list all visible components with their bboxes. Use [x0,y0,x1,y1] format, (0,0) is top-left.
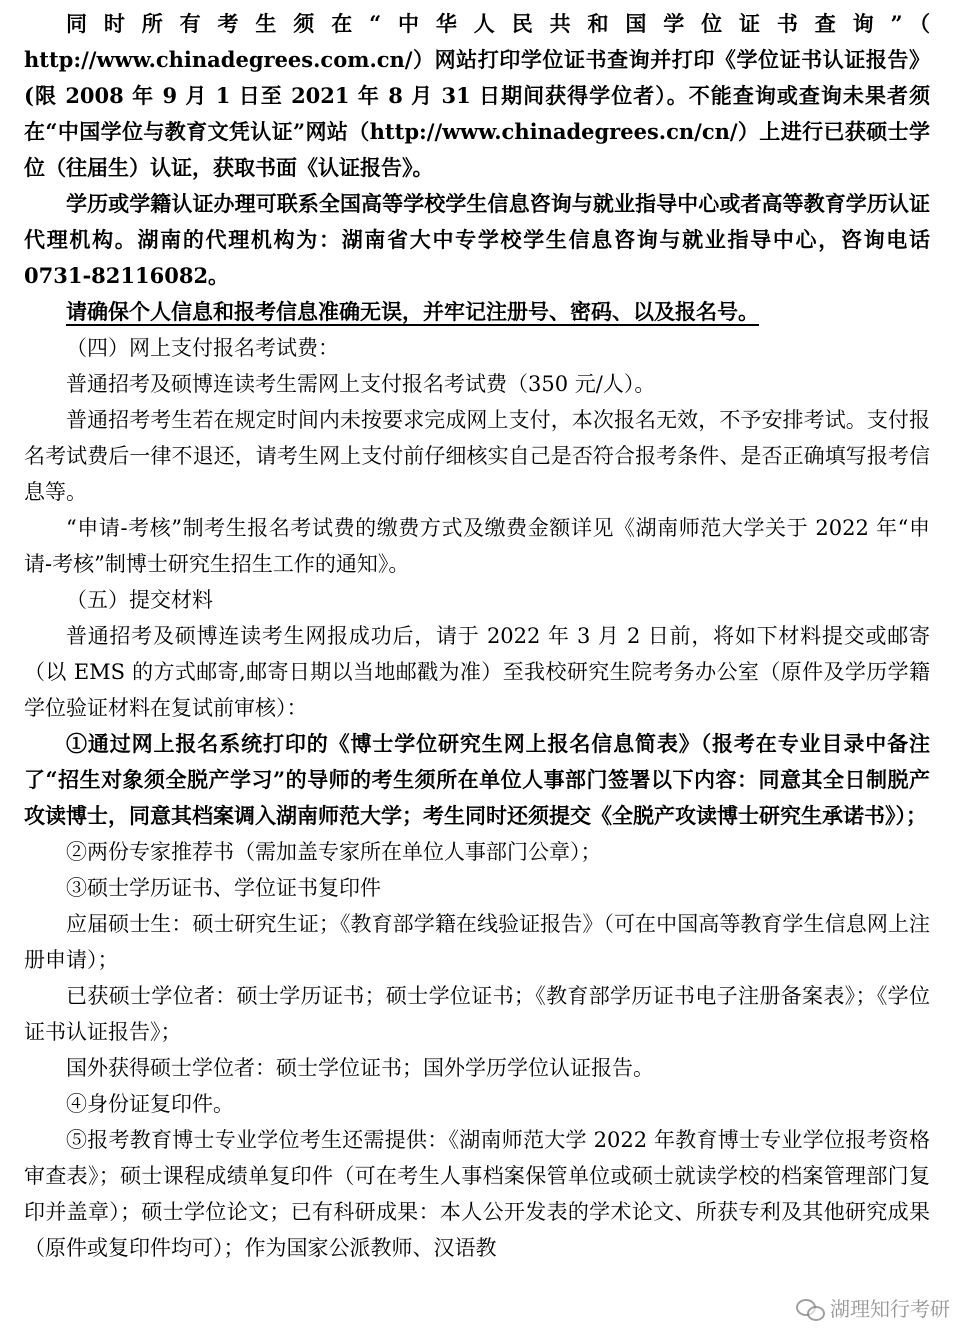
list-item-edd-requirements: ⑤报考教育博士专业学位考生还需提供：《湖南师范大学 2022 年教育博士专业学位报考资格审查表》；硕士课程成绩单复印件（可在考生人事档案保管单位或硕士就读学校的档案管理部门复印并盖章）；硕士学位论文；已有科研成果：本人公开发表的学术论文、所获专利及其他研究成果（原件或复印件均可）；作为国家公派教师、汉语教 [24,1128,930,1260]
paragraph-degree-verification: 同时所有考生须在“中华人民共和国学位证书查询”（ http://www.chinadegrees.com.cn/）网站打印学位证书查询并打印《学位证书认证报告》(限 2008 年 9 月 1 日至 2021 年 8 月 31 日期间获得学位者）。不能查询或查询未果者须在“中国学位与教育文凭认证”网站（http://www.chinadegrees.cn/cn/）上进行已获硕士学位（往届生）认证，获取书面《认证报告》。 [24,11,930,180]
section-heading-payment: （四）网上支付报名考试费： [66,336,339,360]
underlined-reminder-text: 请确保个人信息和报考信息准确无误，并牢记注册号、密码、以及报名号。 [66,299,759,324]
paragraph-academic-certification: 学历或学籍认证办理可联系全国高等学校学生信息咨询与就业指导中心或者高等教育学历认证代理机构。湖南的代理机构为：湖南省大中专学校学生信息咨询与就业指导中心，咨询电话 0731-82116082。 [24,191,930,288]
list-item-registration-form: ①通过网上报名系统打印的《博士学位研究生网上报名信息简表》（报考在专业目录中备注了“招生对象须全脱产学习”的导师的考生须所在单位人事部门签署以下内容：同意其全日制脱产攻读博士，同意其档案调入湖南师范大学；考生同时还须提交《全脱产攻读博士研究生承诺书》）； [24,731,930,828]
paragraph-current-masters: 应届硕士生：硕士研究生证；《教育部学籍在线验证报告》（可在中国高等教育学生信息网上注册申请）； [24,912,930,972]
watermark [796,1291,950,1327]
paragraph-info-reminder [24,294,930,330]
paragraph-submission-deadline: 普通招考及硕博连读考生网报成功后，请于 2022 年 3 月 2 日前，将如下材料提交或邮寄（以 EMS 的方式邮寄,邮寄日期以当地邮戳为准）至我校研究生院考务办公室（原件及学历学籍学位验证材料在复试前审核）： [24,624,930,720]
paragraph-payment-rules: 普通招考考生若在规定时间内未按要求完成网上支付，本次报名无效，不予安排考试。支付报名考试费后一律不退还，请考生网上支付前仔细核实自己是否符合报考条件、是否正确填写报考信息等。 [24,408,930,504]
paragraph-foreign-degree: 国外获得硕士学位者：硕士学位证书；国外学历学位认证报告。 [66,1056,654,1080]
list-item-id-copy: ④身份证复印件。 [66,1092,234,1116]
paragraph-fee-amount: 普通招考及硕博连读考生需网上支付报名考试费（350 元/人）。 [66,372,656,396]
section-heading-materials: （五）提交材料 [66,588,213,612]
paragraph-apply-review-fee: “申请-考核”制考生报名考试费的缴费方式及缴费金额详见《湖南师范大学关于 2022 年“申请-考核”制博士研究生招生工作的通知》。 [24,516,930,576]
watermark-text: 湖理知行考研 [830,1297,950,1321]
paragraph-graduated-masters: 已获硕士学位者：硕士学历证书；硕士学位证书；《教育部学历证书电子注册备案表》；《学位证书认证报告》； [24,984,930,1044]
list-item-certificate-copies: ③硕士学历证书、学位证书复印件 [66,876,381,900]
list-item-recommendation-letters: ②两份专家推荐书（需加盖专家所在单位人事部门公章）； [66,840,602,864]
wechat-icon [796,1297,824,1321]
